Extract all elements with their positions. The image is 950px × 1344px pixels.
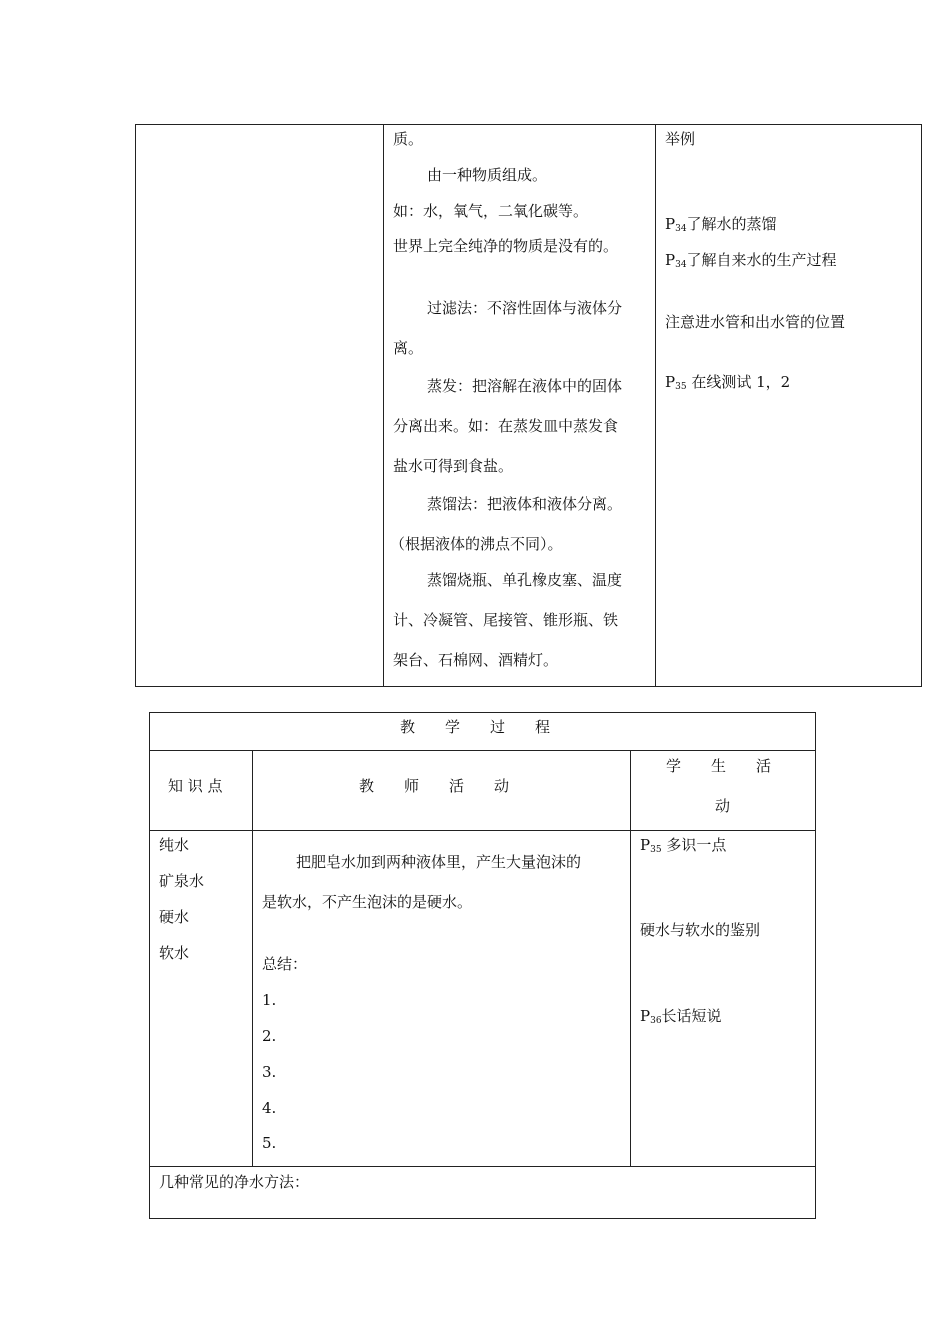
summary-item: 1. [262,991,277,1009]
list-item: 纯水 [159,836,190,854]
text-line: 由一种物质组成。 [427,166,548,184]
summary-item: 5. [262,1134,277,1152]
text-line: 分离出来。如：在蒸发皿中蒸发食 [393,417,619,435]
page-ref: $P_{35}$ 在线测试 1，2 [665,373,791,392]
note-text: 注意进水管和出水管的位置 [665,313,846,331]
summary-item: 2. [262,1027,277,1045]
paragraph-line: 是软水，不产生泡沫的是硬水。 [262,893,473,911]
header-student: 学 生 活 [666,757,772,775]
text-line: （根据液体的沸点不同）。 [390,535,563,553]
header-teacher: 教 师 活 动 [359,777,510,795]
text-line: 质。 [393,130,424,148]
summary-item: 4. [262,1099,277,1117]
text-line: 盐水可得到食盐。 [393,457,514,475]
table-title: 教 学 过 程 [400,718,551,736]
text-line: 架台、石棉网、酒精灯。 [393,651,559,669]
list-item: 矿泉水 [159,872,205,890]
header-knowledge: 知 识 点 [168,777,223,795]
header-student-cont: 动 [715,797,731,815]
page-ref: $P_{34}$了解自来水的生产过程 [665,251,837,270]
page-ref: $P_{34}$了解水的蒸馏 [665,215,777,234]
list-item: 硬水 [159,908,190,926]
example-label: 举例 [665,130,696,148]
footer-text: 几种常见的净水方法： [159,1173,310,1191]
list-item: 软水 [159,944,190,962]
summary-item: 3. [262,1063,277,1081]
text-line: 蒸馏法：把液体和液体分离。 [427,495,623,513]
paragraph-line: 把肥皂水加到两种液体里，产生大量泡沫的 [296,853,582,871]
text-line: 蒸馏烧瓶、单孔橡皮塞、温度 [427,571,623,589]
text-line: 计、冷凝管、尾接管、锥形瓶、铁 [393,611,619,629]
text-line: 蒸发：把溶解在液体中的固体 [427,377,623,395]
summary-label: 总结： [262,955,308,973]
page-ref: $P_{36}$长话短说 [640,1007,722,1026]
identify-text: 硬水与软水的鉴别 [640,921,761,939]
text-line: 过滤法：不溶性固体与液体分 [427,299,623,317]
text-line: 离。 [393,339,424,357]
page-ref: $P_{35}$ 多识一点 [640,836,727,855]
text-line: 世界上完全纯净的物质是没有的。 [393,237,619,255]
text-line: 如：水，氧气，二氧化碳等。 [393,202,589,220]
